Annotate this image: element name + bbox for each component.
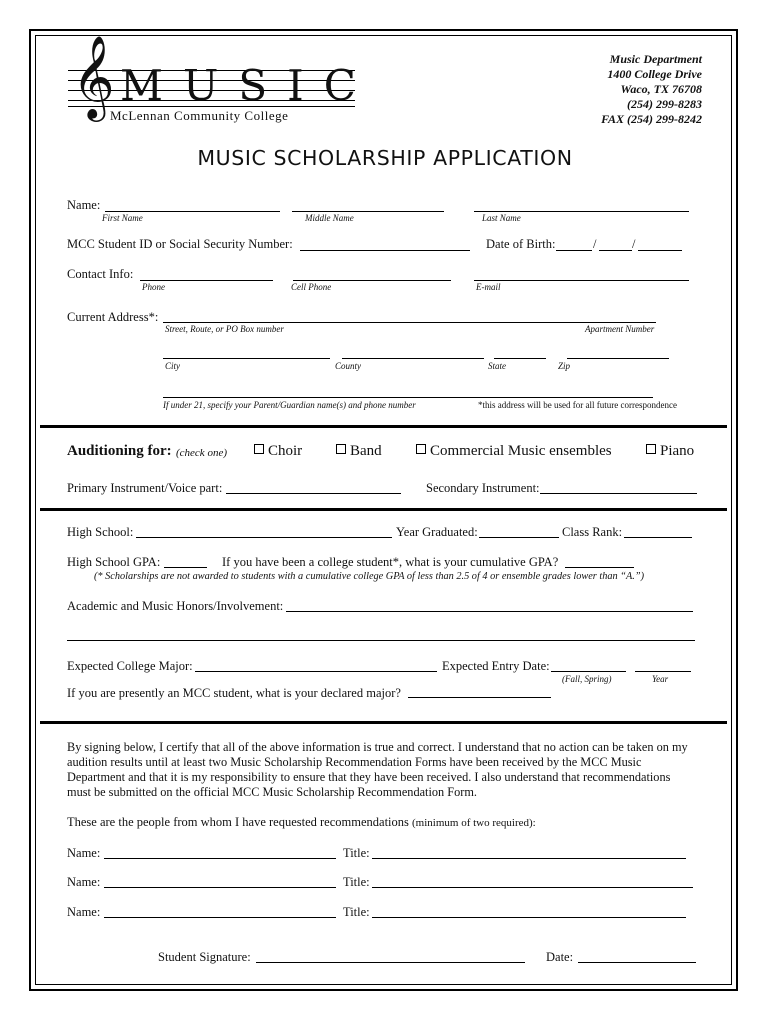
recommender-2-title-label: Title:: [343, 875, 370, 889]
recommender-2-name-label: Name:: [67, 875, 101, 889]
logo-music-text: MUSIC: [120, 61, 376, 110]
primary-instrument-field[interactable]: [226, 493, 401, 494]
date-field[interactable]: [578, 962, 696, 963]
choir-label: Choir: [268, 443, 303, 459]
middle-name-field[interactable]: [292, 211, 444, 212]
signature-label: Student Signature:: [158, 950, 251, 964]
fall-spring-caption: (Fall, Spring): [562, 674, 612, 684]
county-field[interactable]: [342, 358, 484, 359]
logo-college-name: McLennan Community College: [110, 108, 289, 123]
honors-field-continued[interactable]: [67, 640, 695, 641]
primary-instrument-label: Primary Instrument/Voice part:: [67, 481, 223, 495]
recommenders-note: (minimum of two required):: [412, 817, 536, 829]
year-caption: Year: [652, 674, 669, 684]
gpa-footnote: (* Scholarships are not awarded to students with a cumulative college GPA of less than 2.5 of 4 or ensemble grades lower than “A.”): [94, 571, 644, 582]
page-title: MUSIC SCHOLARSHIP APPLICATION: [197, 146, 573, 170]
year-graduated-field[interactable]: [479, 537, 559, 538]
commercial-music-option[interactable]: [416, 443, 612, 460]
college-gpa-field[interactable]: [565, 567, 634, 568]
guardian-caption: If under 21, specify your Parent/Guardian name(s) and phone number: [163, 400, 416, 410]
student-id-label: MCC Student ID or Social Security Number:: [67, 237, 293, 251]
dept-line: Music Department: [609, 52, 702, 66]
section-divider: [40, 508, 727, 511]
recommender-3-title-label: Title:: [343, 905, 370, 919]
section-divider: [40, 425, 727, 428]
phone-caption: Phone: [142, 282, 165, 292]
declared-major-field[interactable]: [408, 697, 551, 698]
dept-line: FAX (254) 299-8242: [601, 112, 702, 126]
entry-term-field[interactable]: [551, 671, 626, 672]
dob-slash: /: [593, 237, 597, 251]
entry-year-field[interactable]: [635, 671, 691, 672]
apartment-caption: Apartment Number: [585, 324, 655, 334]
city-field[interactable]: [163, 358, 330, 359]
guardian-field[interactable]: [163, 397, 653, 398]
zip-caption: Zip: [558, 361, 571, 371]
dob-day-field[interactable]: [599, 250, 632, 251]
section-divider: [40, 721, 727, 724]
major-field[interactable]: [195, 671, 437, 672]
last-name-field[interactable]: [474, 211, 689, 212]
last-name-caption: Last Name: [482, 213, 521, 223]
gpa-label: High School GPA:: [67, 555, 161, 569]
department-address: [601, 52, 702, 127]
recommender-3-name-field[interactable]: [104, 917, 336, 918]
dob-month-field[interactable]: [556, 250, 592, 251]
street-caption: Street, Route, or PO Box number: [165, 324, 284, 334]
email-field[interactable]: [474, 280, 689, 281]
address-label: Current Address*:: [67, 310, 159, 324]
zip-field[interactable]: [567, 358, 669, 359]
cell-phone-field[interactable]: [293, 280, 451, 281]
piano-checkbox[interactable]: [646, 444, 656, 454]
student-id-field[interactable]: [300, 250, 470, 251]
honors-label: Academic and Music Honors/Involvement:: [67, 599, 284, 613]
recommender-1-name-label: Name:: [67, 846, 101, 860]
dob-label: Date of Birth:: [486, 237, 556, 251]
name-label: Name:: [67, 198, 101, 212]
major-label: Expected College Major:: [67, 659, 193, 673]
recommender-1-name-field[interactable]: [104, 858, 336, 859]
high-school-field[interactable]: [136, 537, 392, 538]
state-caption: State: [488, 361, 506, 371]
band-option[interactable]: [336, 443, 382, 460]
recommender-2-name-field[interactable]: [104, 887, 336, 888]
state-field[interactable]: [494, 358, 546, 359]
declared-major-label: If you are presently an MCC student, what is your declared major?: [67, 686, 401, 700]
recommenders-intro: [67, 815, 536, 830]
college-gpa-label: If you have been a college student*, what is your cumulative GPA?: [222, 555, 559, 569]
class-rank-label: Class Rank:: [562, 525, 623, 539]
auditioning-label: Auditioning for:: [67, 443, 172, 459]
email-caption: E-mail: [476, 282, 501, 292]
high-school-label: High School:: [67, 525, 134, 539]
dob-slash: /: [632, 237, 636, 251]
recommender-1-title-label: Title:: [343, 846, 370, 860]
phone-field[interactable]: [140, 280, 273, 281]
dept-line: Waco, TX 76708: [620, 82, 702, 96]
commercial-music-checkbox[interactable]: [416, 444, 426, 454]
dob-year-field[interactable]: [638, 250, 682, 251]
band-checkbox[interactable]: [336, 444, 346, 454]
middle-name-caption: Middle Name: [305, 213, 354, 223]
choir-option[interactable]: [254, 443, 302, 460]
recommender-3-title-field[interactable]: [372, 917, 686, 918]
honors-field[interactable]: [286, 611, 693, 612]
certification-paragraph: By signing below, I certify that all of the above information is true and correct. I understand that no action can be taken on my audition results until at least two Music Scholarship Recommendation Forms have been received by the MCC Music Department and that it is my responsibility to ensure that they have been received. I also understand that recommendations must be submitted on the official MCC Music Scholarship Recommendation Form.: [67, 740, 688, 799]
choir-checkbox[interactable]: [254, 444, 264, 454]
contact-label: Contact Info:: [67, 267, 134, 281]
entry-date-label: Expected Entry Date:: [442, 659, 550, 673]
secondary-instrument-label: Secondary Instrument:: [426, 481, 540, 495]
dept-line: 1400 College Drive: [607, 67, 702, 81]
county-caption: County: [335, 361, 361, 371]
recommender-1-title-field[interactable]: [372, 858, 686, 859]
recommender-2-title-field[interactable]: [372, 887, 693, 888]
street-address-field[interactable]: [163, 322, 656, 323]
first-name-field[interactable]: [105, 211, 280, 212]
address-footnote: *this address will be used for all future correspondence: [478, 400, 677, 410]
date-label: Date:: [546, 950, 574, 964]
piano-label: Piano: [660, 443, 695, 459]
commercial-music-label: Commercial Music ensembles: [430, 443, 612, 459]
band-label: Band: [350, 443, 382, 459]
recommender-3-name-label: Name:: [67, 905, 101, 919]
piano-option[interactable]: [646, 443, 694, 460]
treble-clef-icon: 𝄞: [72, 34, 115, 118]
secondary-instrument-field[interactable]: [540, 493, 697, 494]
year-graduated-label: Year Graduated:: [396, 525, 478, 539]
class-rank-field[interactable]: [624, 537, 692, 538]
dept-line: (254) 299-8283: [627, 97, 702, 111]
cell-phone-caption: Cell Phone: [291, 282, 332, 292]
city-caption: City: [165, 361, 180, 371]
recommenders-intro-text: These are the people from whom I have requested recommendations: [67, 815, 409, 829]
gpa-field[interactable]: [164, 567, 207, 568]
check-one-note: (check one): [176, 447, 227, 459]
first-name-caption: First Name: [102, 213, 143, 223]
signature-field[interactable]: [256, 962, 525, 963]
